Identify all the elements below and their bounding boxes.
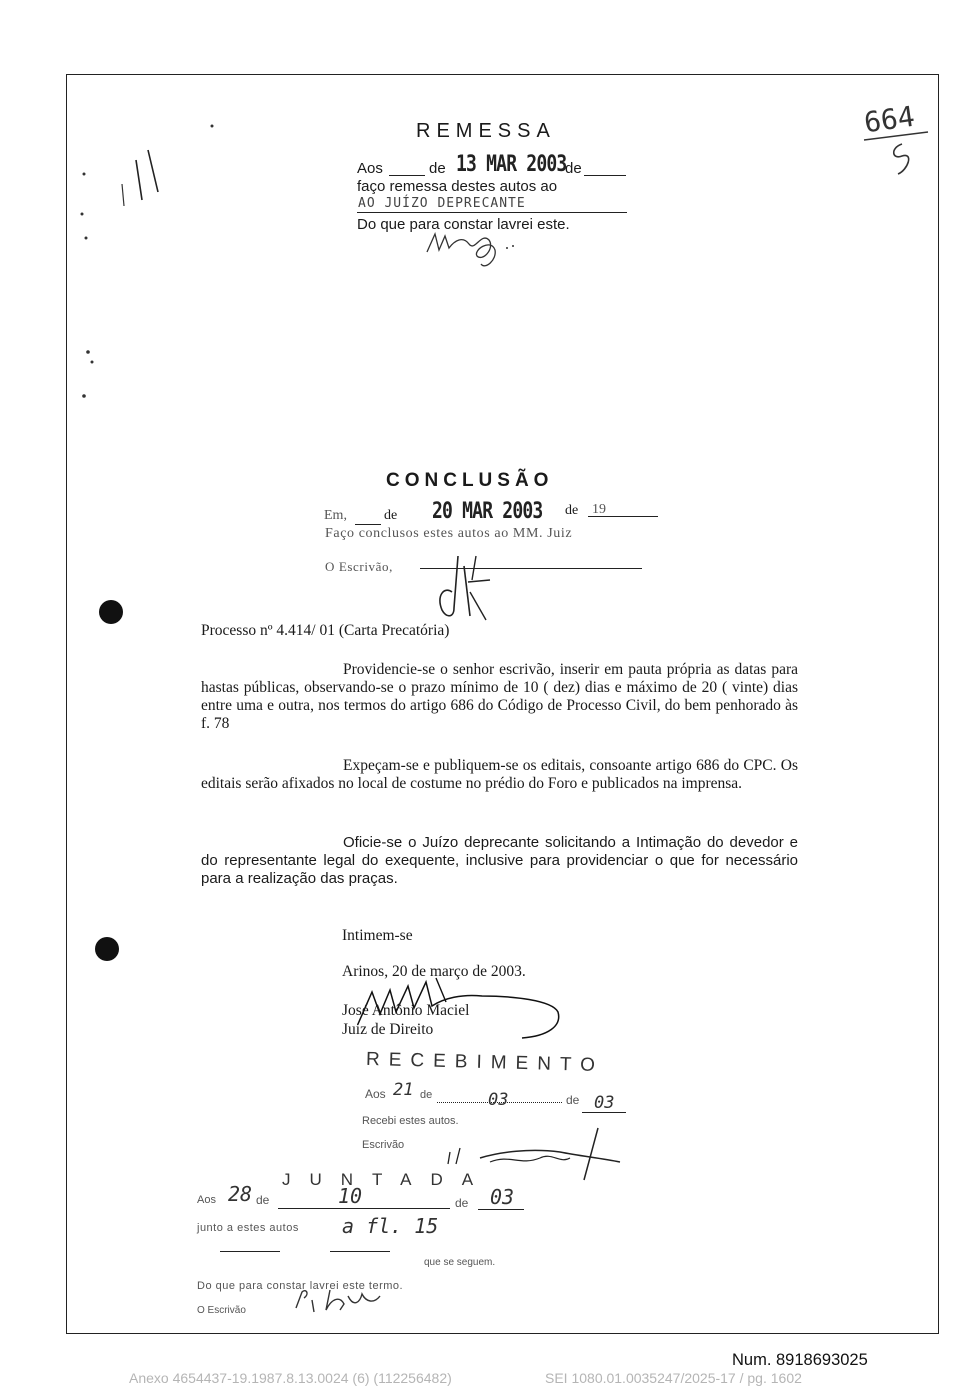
juntada-signature bbox=[290, 1282, 390, 1316]
remessa-aos-label: Aos bbox=[357, 160, 383, 177]
juntada-line-4: Do que para constar lavrei este termo. bbox=[197, 1280, 404, 1292]
place-date: Arinos, 20 de março de 2003. bbox=[342, 963, 526, 980]
page-number-flourish bbox=[862, 126, 932, 176]
juntada-title: JUNTADA bbox=[282, 1170, 493, 1189]
paragraph-3-text: Oficie-se o Juízo deprecante solicitando a Intimação do devedor e do representante legal do exequente, inclusive para providenciar o que for necessário para a realização das praças. bbox=[201, 834, 798, 887]
remessa-line-4: Do que para constar lavrei este. bbox=[357, 216, 570, 233]
juntada-year: 03 bbox=[490, 1185, 515, 1209]
processo-number: Processo nº 4.414/ 01 (Carta Precatória) bbox=[201, 622, 450, 639]
paragraph-1 bbox=[201, 661, 798, 733]
conclusao-line-2: Faço conclusos estes autos ao MM. Juiz bbox=[325, 526, 573, 541]
hole-punch-top bbox=[99, 600, 123, 624]
conclusao-line-3: O Escrivão, bbox=[325, 559, 393, 574]
juntada-line-5: O Escrivão bbox=[197, 1305, 246, 1316]
juntada-month: 10 bbox=[338, 1184, 363, 1208]
juntada-line-3: que se seguem. bbox=[424, 1257, 496, 1268]
juntada-day: 28 bbox=[228, 1182, 253, 1206]
paragraph-2-text: Expeçam-se e publiquem-se os editais, consoante artigo 686 do CPC. Os editais serão afixados no local de costume no prédio do Foro e publicados na imprensa. bbox=[201, 757, 798, 792]
margin-marks bbox=[80, 140, 180, 420]
paragraph-2 bbox=[201, 757, 798, 793]
judge-title: Juiz de Direito bbox=[342, 1021, 434, 1038]
recebimento-line-2: Recebi estes autos. bbox=[362, 1115, 459, 1127]
conclusao-de-label: de bbox=[384, 508, 398, 523]
recebimento-de-label: de bbox=[420, 1089, 433, 1101]
footer-anexo: Anexo 4654437-19.1987.8.13.0024 (6) (112256482) bbox=[129, 1370, 452, 1386]
recebimento-day: 21 bbox=[393, 1080, 414, 1100]
judge-name: José Antônio Maciel bbox=[342, 1002, 470, 1019]
hole-punch-bottom bbox=[95, 937, 119, 961]
remessa-de-label-2: de bbox=[565, 160, 582, 177]
remessa-signature bbox=[425, 226, 525, 272]
recebimento-aos-label: Aos bbox=[365, 1087, 386, 1101]
conclusao-date-stamp: 20 MAR 2003 bbox=[432, 499, 543, 524]
conclusao-signature bbox=[428, 552, 498, 624]
recebimento-title: RECEBIMENTO bbox=[365, 1048, 605, 1077]
remessa-line-2: faço remessa destes autos ao bbox=[357, 178, 558, 195]
recebimento-line-3: Escrivão bbox=[362, 1139, 405, 1151]
footer-num: Num. 8918693025 bbox=[732, 1351, 868, 1369]
intimem-se: Intimem-se bbox=[342, 927, 413, 944]
footer-sei: SEI 1080.01.0035247/2025-17 / pg. 1602 bbox=[545, 1370, 802, 1386]
conclusao-title: CONCLUSÃO bbox=[386, 470, 554, 491]
conclusao-year-prefix: 19 bbox=[592, 502, 606, 517]
conclusao-de-label-2: de bbox=[565, 503, 579, 518]
paragraph-3 bbox=[201, 834, 798, 888]
juntada-de-label: de bbox=[256, 1193, 270, 1207]
remessa-title: REMESSA bbox=[416, 120, 556, 142]
remessa-destination-handwritten: AO JUÍZO DEPRECANTE bbox=[358, 196, 526, 211]
recebimento-year: 03 bbox=[594, 1093, 615, 1113]
remessa-de-label: de bbox=[429, 160, 446, 177]
recebimento-month: 03 bbox=[488, 1090, 509, 1110]
juntada-line-2-label: junto a estes autos bbox=[197, 1222, 299, 1234]
juntada-line-2-handwritten: a fl. 15 bbox=[342, 1214, 439, 1238]
remessa-date-stamp: 13 MAR 2003 bbox=[456, 152, 567, 177]
conclusao-em-label: Em, bbox=[324, 508, 347, 523]
juntada-aos-label: Aos bbox=[197, 1194, 216, 1206]
juntada-de-label-2: de bbox=[455, 1196, 469, 1210]
paragraph-1-text: Providencie-se o senhor escrivão, inserir em pauta própria as datas para hastas públicas, observando-se o prazo mínimo de 10 ( dez) dias e máximo de 20 ( vinte) dias entre uma e outra, nos termos do artigo 686 do Código de Processo Civil, do bem penhorado às f. 78 bbox=[201, 661, 798, 732]
page-number-annotation: 664 bbox=[861, 99, 917, 140]
recebimento-de-label-2: de bbox=[566, 1093, 580, 1107]
